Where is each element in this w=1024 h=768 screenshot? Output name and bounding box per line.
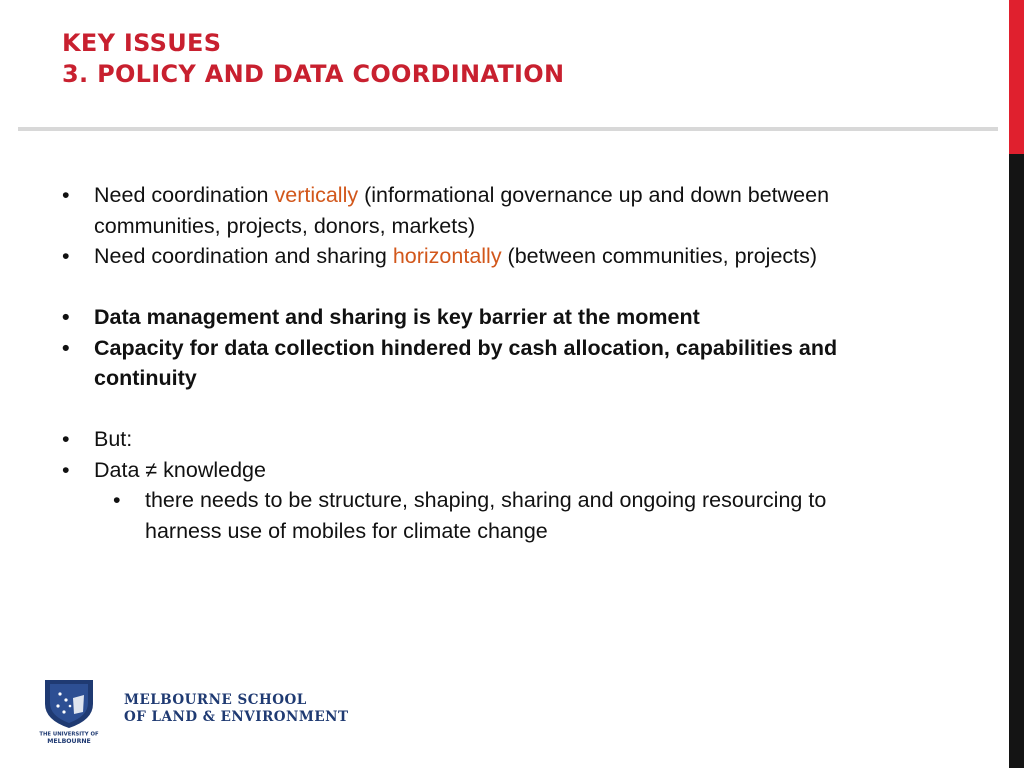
bullet-highlight: horizontally [392, 244, 502, 268]
slide-body [62, 180, 902, 546]
bullet-text: Capacity for data collection hindered by cash allocation, capabilities and continuity [94, 335, 838, 390]
slide-title-line1: KEY ISSUES [62, 29, 222, 57]
school-name [124, 692, 349, 726]
bullet-text: Data management and sharing is key barrier at the moment [94, 305, 700, 329]
spacer [62, 272, 902, 303]
slide-title-line2: 3. POLICY AND DATA COORDINATION [62, 60, 565, 88]
slide-title [62, 28, 564, 90]
bullet-text: But: [94, 427, 133, 451]
bullet-icon: • [62, 244, 70, 268]
bullet-item-4 [62, 333, 902, 394]
bullet-icon: • [62, 305, 70, 329]
bullet-item-5 [62, 424, 902, 455]
bullet-text: there needs to be structure, shaping, sharing and ongoing resourcing to harness use of mobiles for climate change [145, 488, 827, 543]
bullet-item-7-sub [113, 485, 902, 546]
school-name-line1: MELBOURNE SCHOOL [124, 692, 307, 708]
university-crest-icon [36, 678, 102, 746]
bullet-icon: • [62, 183, 70, 207]
bullet-icon: • [62, 457, 70, 482]
bullet-item-6 [62, 455, 902, 486]
bullet-item-2 [62, 241, 902, 272]
school-name-line2: OF LAND & ENVIRONMENT [124, 709, 349, 725]
bullet-icon: • [62, 335, 70, 360]
bullet-icon: • [113, 488, 121, 512]
bullet-icon: • [62, 427, 70, 451]
title-divider [18, 127, 998, 131]
bullet-text: Need coordination and sharing [94, 244, 393, 268]
bullet-text: (between communities, projects) [501, 244, 818, 268]
bullet-highlight: vertically [274, 183, 359, 207]
bullet-text: Need coordination [94, 183, 275, 207]
side-accent-bar-dark [1009, 154, 1024, 768]
bullet-text: (informational governance up and down between communities, projects, donors, markets) [94, 183, 830, 238]
bullet-text: Data ≠ knowledge [94, 457, 266, 482]
crest-text-line2: MELBOURNE [47, 738, 91, 745]
bullet-item-3 [62, 302, 902, 333]
crest-text-line1: THE UNIVERSITY OF [39, 731, 99, 738]
spacer [62, 394, 902, 425]
bullet-item-1 [62, 180, 902, 241]
side-accent-bar-red [1009, 0, 1024, 154]
